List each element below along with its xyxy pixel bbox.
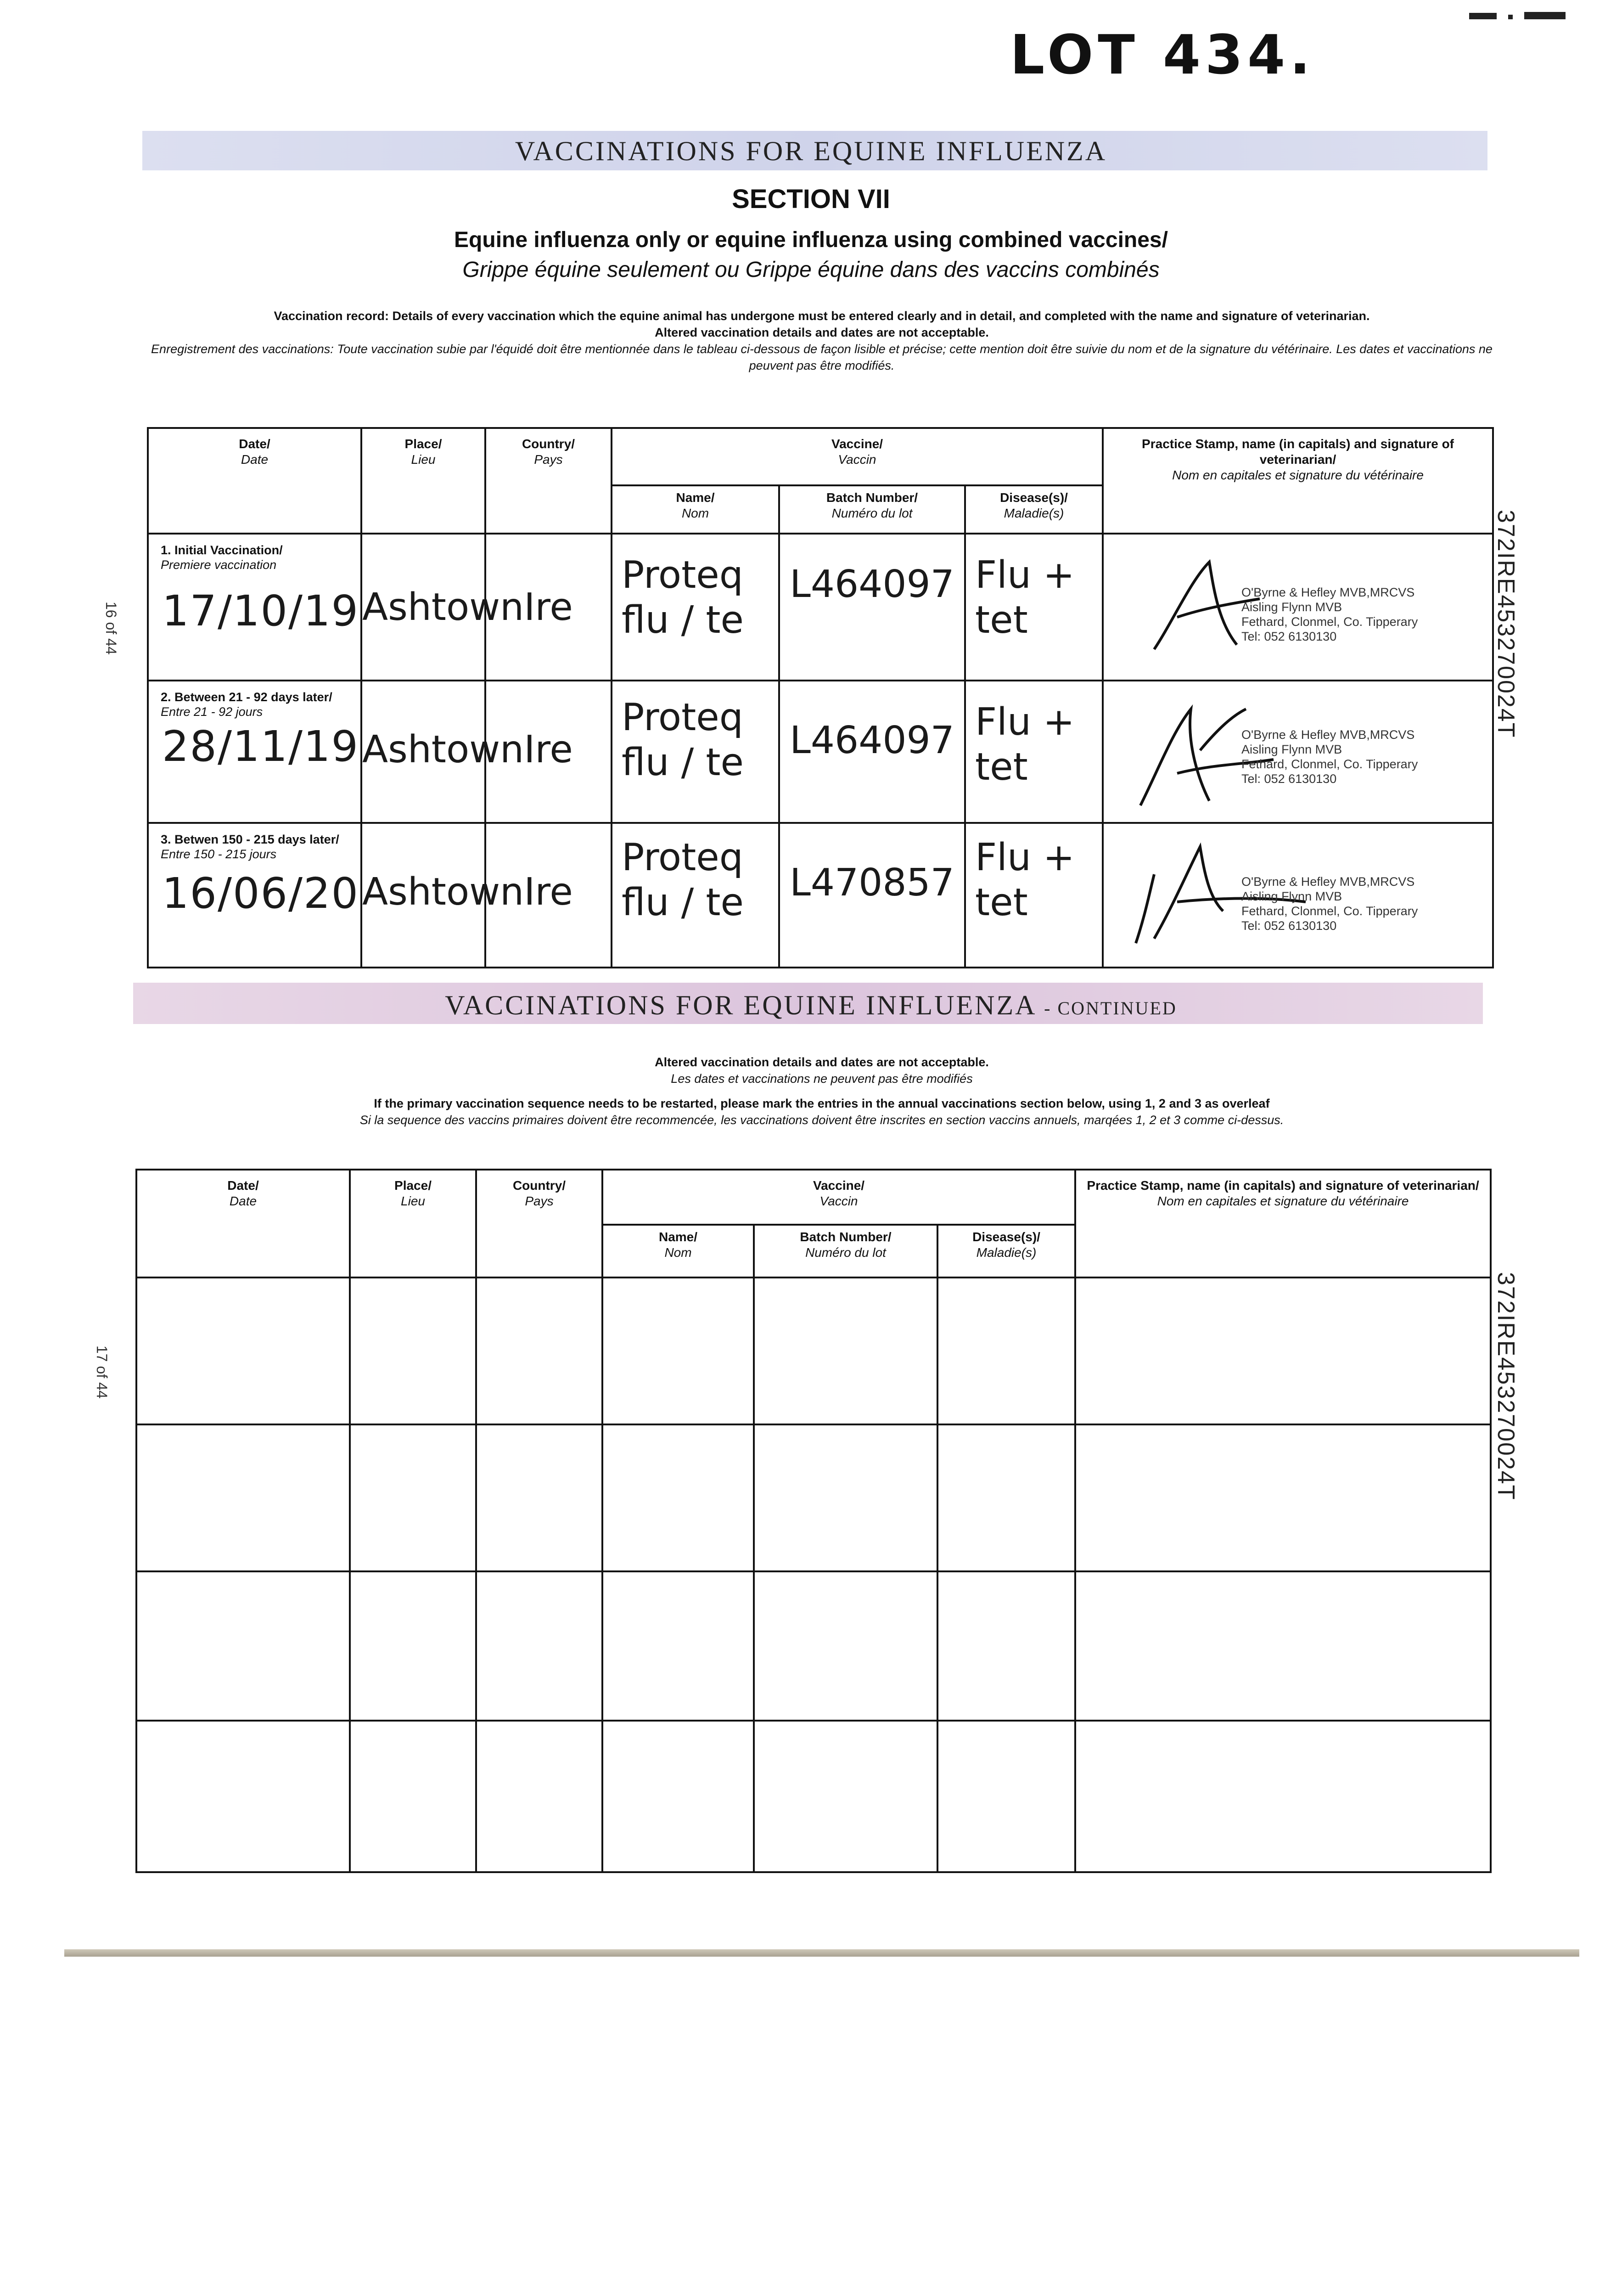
table-row	[148, 681, 1493, 823]
subtitle-en: Equine influenza only or equine influenza using combined vaccines/	[454, 228, 1168, 252]
header-disease: Disease(s)/ Maladie(s)	[965, 485, 1103, 534]
header-date: Date/ Date	[136, 1170, 350, 1277]
row-disease: Flu + tet	[965, 534, 1103, 681]
header-batch: Batch Number/ Numéro du lot	[779, 485, 965, 534]
vet-stamp: O'Byrne & Hefley MVB,MRCVS Aisling Flynn MVB Fethard, Clonmel, Co. Tipperary Tel: 052 6130130	[1241, 875, 1418, 933]
row-batch: L470857	[779, 823, 965, 968]
table-row	[148, 823, 1493, 968]
section-title-continued: VACCINATIONS FOR EQUINE INFLUENZA - CONTINUED	[445, 990, 1177, 1020]
vaccination-table	[147, 427, 1494, 968]
header-country: Country/ Pays	[485, 428, 612, 534]
row-batch: L464097	[779, 534, 965, 681]
row-batch: L464097	[779, 681, 965, 823]
corner-mark	[1465, 9, 1575, 22]
row-place: Ashtown	[361, 681, 485, 823]
row-vaccine-name: Proteq flu / te	[612, 681, 779, 823]
continued-note: Altered vaccination details and dates are not acceptable. Les dates et vaccinations ne peuvent pas être modifiés If the primary vaccination sequence needs to be restarted, please mark the entries in the annual vaccinations section below, using 1, 2 and 3 as overleaf Si la sequence des vaccins primaires doivent être recommencée, les vaccinations doivent être inscrites en section vaccins annuels, marqées 1, 2 et 3 comme ci-dessus.	[359, 1055, 1284, 1127]
table-row	[136, 1424, 1491, 1571]
vet-stamp: O'Byrne & Hefley MVB,MRCVS Aisling Flynn MVB Fethard, Clonmel, Co. Tipperary Tel: 052 6130130	[1241, 585, 1418, 643]
page-edge	[64, 1949, 1579, 1957]
header-disease: Disease(s)/ Maladie(s)	[937, 1225, 1075, 1277]
row-date: 2. Between 21 - 92 days later/ Entre 21 - 92 jours 28/11/19	[148, 681, 361, 823]
header-name: Name/ Nom	[602, 1225, 754, 1277]
page-number: 16 of 44	[103, 602, 119, 655]
passport-id: 372IRE453270024T	[1493, 1272, 1519, 1501]
subtitle-fr: Grippe équine seulement ou Grippe équine dans des vaccins combinés	[462, 258, 1160, 282]
header-stamp: Practice Stamp, name (in capitals) and signature of veterinarian/ Nom en capitales et signature du vétérinaire	[1103, 428, 1493, 534]
header-batch: Batch Number/ Numéro du lot	[754, 1225, 937, 1277]
table-row	[136, 1721, 1491, 1872]
row-place: Ashtown	[361, 823, 485, 968]
row-stamp	[1103, 823, 1493, 968]
row-stamp	[1103, 681, 1493, 823]
row-disease: Flu + tet	[965, 823, 1103, 968]
passport-id: 372IRE453270024T	[1493, 510, 1519, 738]
row-country: Ire	[485, 823, 612, 968]
row-stamp	[1103, 534, 1493, 681]
row-date: 3. Betwen 150 - 215 days later/ Entre 150 - 215 jours 16/06/20	[148, 823, 361, 968]
header-stamp: Practice Stamp, name (in capitals) and signature of veterinarian/ Nom en capitales et signature du vétérinaire	[1075, 1170, 1491, 1277]
header-country: Country/ Pays	[476, 1170, 602, 1277]
section-title: VACCINATIONS FOR EQUINE INFLUENZA	[515, 136, 1107, 166]
note-en-2: Altered vaccination details and dates are not acceptable.	[655, 326, 989, 339]
annual-vaccination-table	[135, 1169, 1492, 1873]
vet-stamp: O'Byrne & Hefley MVB,MRCVS Aisling Flynn MVB Fethard, Clonmel, Co. Tipperary Tel: 052 6130130	[1241, 728, 1418, 786]
header-name: Name/ Nom	[612, 485, 779, 534]
lot-number: LOT 434.	[1010, 23, 1315, 86]
row-date: 1. Initial Vaccination/ Premiere vaccination 17/10/19	[148, 534, 361, 681]
section-number: SECTION VII	[732, 184, 890, 214]
note-en: Vaccination record: Details of every vaccination which the equine animal has undergone must be entered clearly and in detail, and completed with the name and signature of veterinarian.	[274, 309, 1370, 323]
table-row	[148, 534, 1493, 681]
row-country: Ire	[485, 681, 612, 823]
header-place: Place/ Lieu	[350, 1170, 476, 1277]
record-note	[138, 308, 1506, 374]
table-row	[136, 1571, 1491, 1721]
header-vaccine: Vaccine/ Vaccin	[612, 428, 1103, 485]
header-vaccine: Vaccine/ Vaccin	[602, 1170, 1075, 1225]
row-disease: Flu + tet	[965, 681, 1103, 823]
header-date: Date/ Date	[148, 428, 361, 534]
row-place: Ashtown	[361, 534, 485, 681]
header-place: Place/ Lieu	[361, 428, 485, 534]
table-row	[136, 1277, 1491, 1424]
row-country: Ire	[485, 534, 612, 681]
note-fr: Enregistrement des vaccinations: Toute vaccination subie par l'équidé doit être mentionnée dans le tableau ci-dessous de façon lisible et précise; cette mention doit être suivie du nom et de la signature du vétérinaire. Les dates et vaccinations ne peuvent pas être modifiés.	[151, 342, 1493, 372]
row-vaccine-name: Proteq flu / te	[612, 534, 779, 681]
row-vaccine-name: Proteq flu / te	[612, 823, 779, 968]
page-number: 17 of 44	[94, 1345, 110, 1399]
